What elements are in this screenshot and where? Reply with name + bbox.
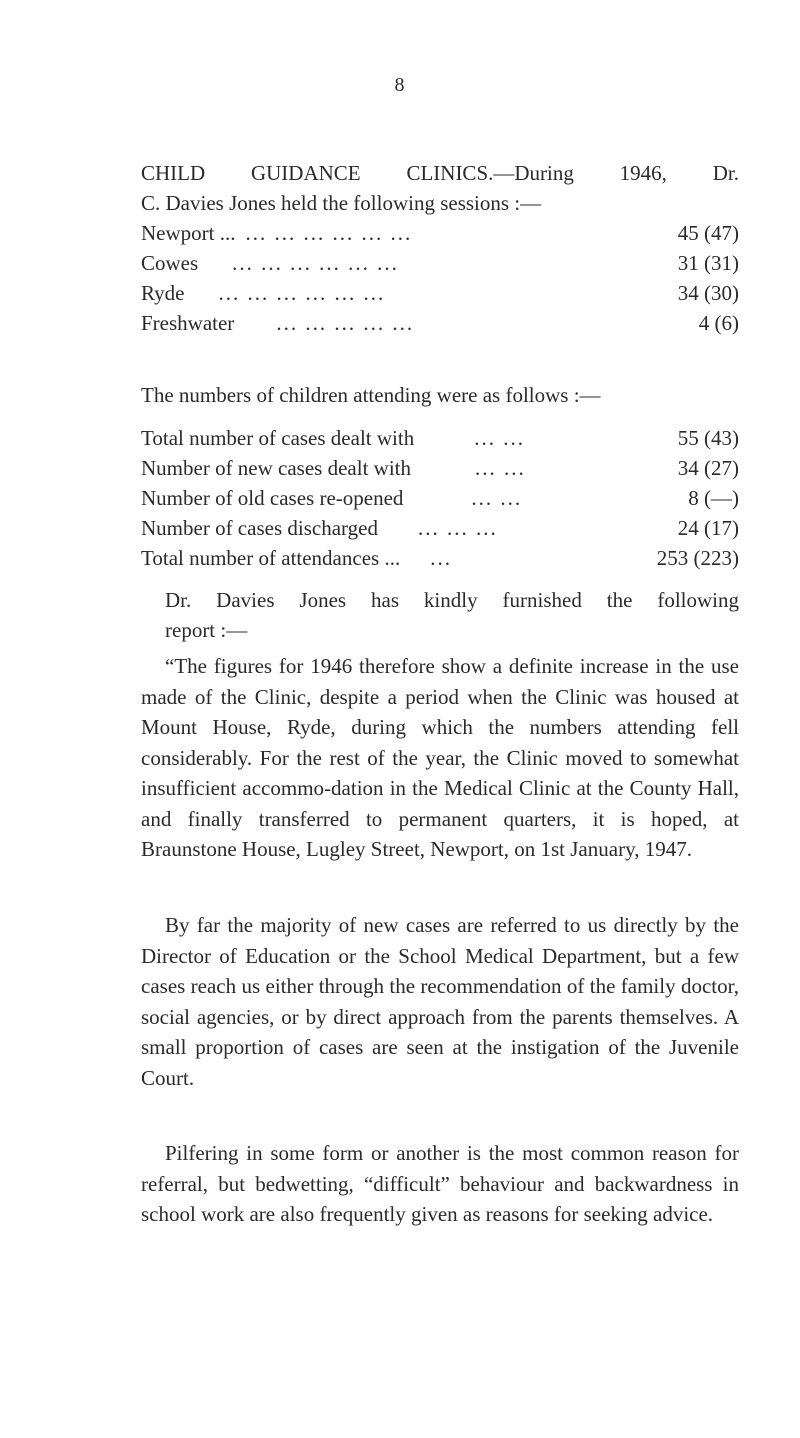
report-paragraph-1: “The figures for 1946 therefore show a definite increase in the use made of the Clinic, despite a period when the Clinic was housed at Mount House, Ryde, during which the numbers attending fell considerably. For the rest of the year, the Clinic moved to somewhat insufficient accommo-dation in the Medical Clinic at the County Hall, and finally transferred to permanent quarters, it is hoped, at Braunstone House, Lugley Street, Newport, on 1st January, 1947. [141, 654, 739, 861]
sessions-row [141, 308, 739, 338]
attendance-row [141, 543, 739, 573]
attendance-label: Total number of cases dealt with [141, 426, 415, 450]
session-leader-dots: ... ... ... ... ... ... [218, 281, 386, 305]
session-leader-dots: ... ... ... ... ... [276, 311, 415, 335]
session-leader-dots: ... ... ... ... ... ... [245, 221, 413, 245]
attendance-value: 253 (223) [656, 546, 739, 570]
session-place: Newport ... [141, 221, 236, 245]
attendance-row [141, 453, 739, 483]
intro-heading-line: CHILD GUIDANCE CLINICS.—During 1946, Dr. [141, 161, 739, 185]
session-leader-dots: ... ... ... ... ... ... [232, 251, 399, 275]
attendance-leader-dots: ... ... ... [417, 516, 498, 540]
report-paragraph-3: Pilfering in some form or another is the most common reason for referral, but bedwetting, “difficult” behaviour and backwardness in school work are also frequently given as reasons for seeking advice. [141, 1141, 739, 1226]
attendance-leader-dots: ... ... [471, 486, 523, 510]
attendance-label: Total number of attendances ... [141, 546, 401, 570]
attendance-label: Number of cases discharged [141, 516, 378, 540]
attendance-value: 24 (17) [677, 516, 739, 540]
attendance-row [141, 423, 739, 453]
attendance-label: Number of new cases dealt with [141, 456, 411, 480]
attendance-label: Number of old cases re-opened [141, 486, 404, 510]
page-number: 8 [394, 74, 406, 96]
attendance-row [141, 483, 739, 513]
attendance-row [141, 513, 739, 543]
sessions-row [141, 278, 739, 308]
attendance-leader-dots: ... [430, 546, 452, 570]
report-paragraph-2: By far the majority of new cases are referred to us directly by the Director of Education or the School Medical Department, but a few cases reach us either through the recommendation of the family doctor, social agencies, or by direct approach from the parents themselves. A small proportion of cases are seen at the instigation of the Juvenile Court. [141, 913, 739, 1090]
report-lead-continuation: report :— [165, 618, 248, 642]
attendance-intro: The numbers of children attending were as follows :— [141, 383, 601, 407]
attendance-leader-dots: ... ... [474, 426, 525, 450]
session-count: 34 (30) [677, 281, 739, 305]
session-count: 31 (31) [677, 251, 739, 275]
attendance-value: 55 (43) [677, 426, 739, 450]
attendance-value: 8 (—) [688, 486, 739, 510]
sessions-table [141, 218, 739, 338]
attendance-value: 34 (27) [677, 456, 739, 480]
session-count: 4 (6) [698, 311, 739, 335]
sessions-row [141, 218, 739, 248]
attendance-table [141, 423, 739, 573]
session-place: Freshwater [141, 311, 235, 335]
sessions-row [141, 248, 739, 278]
session-count: 45 (47) [677, 221, 739, 245]
intro-second-line: C. Davies Jones held the following sessions :— [141, 191, 542, 215]
attendance-leader-dots: ... ... [475, 456, 526, 480]
session-place: Ryde [141, 281, 185, 305]
session-place: Cowes [141, 251, 199, 275]
report-lead: Dr. Davies Jones has kindly furnished the following [165, 588, 739, 612]
